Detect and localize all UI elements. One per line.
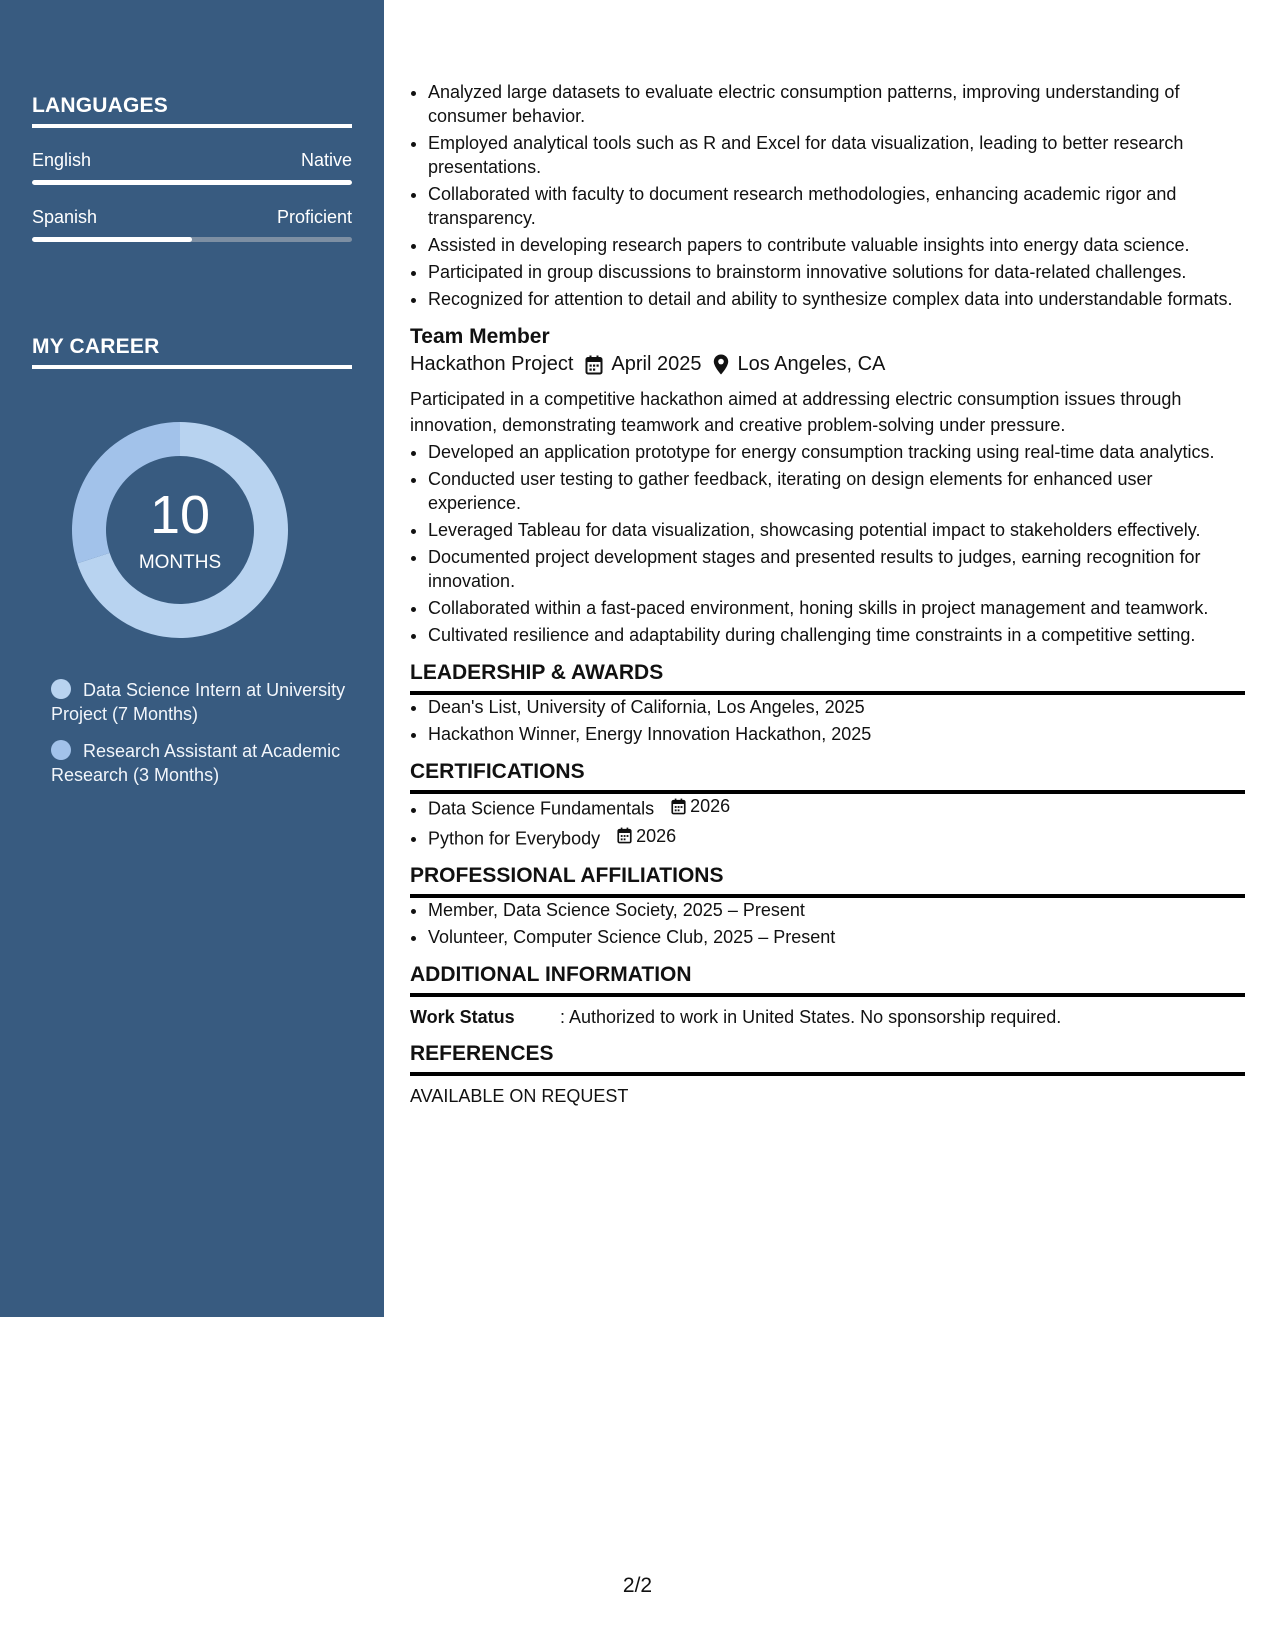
career-legend-label: Data Science Intern at University Project (7 Months) bbox=[51, 680, 346, 724]
career-section bbox=[32, 335, 352, 369]
job-meta bbox=[410, 353, 1245, 376]
certifications-heading: CERTIFICATIONS bbox=[410, 760, 1245, 794]
work-status-label: Work Status bbox=[410, 1007, 515, 1027]
leadership-list bbox=[410, 695, 1245, 746]
languages-section bbox=[32, 94, 352, 242]
list-item: • Hackathon Winner, Energy Innovation Hackathon, 2025 bbox=[428, 722, 1245, 746]
references-section bbox=[410, 1042, 1245, 1107]
leadership-heading: LEADERSHIP & AWARDS bbox=[410, 661, 1245, 695]
language-item bbox=[32, 150, 352, 185]
job-organization: Hackathon Project bbox=[410, 353, 574, 375]
donut-center bbox=[66, 416, 294, 644]
career-legend-item bbox=[51, 678, 351, 726]
experience-bullets bbox=[410, 80, 1245, 311]
additional-info-section bbox=[410, 963, 1245, 1028]
list-item: • Volunteer, Computer Science Club, 2025 – Present bbox=[428, 925, 1245, 949]
affiliations-heading: PROFESSIONAL AFFILIATIONS bbox=[410, 864, 1245, 898]
language-bar-fill bbox=[32, 237, 192, 242]
list-item: • Leveraged Tableau for data visualization, showcasing potential impact to stakeholders effectively. bbox=[428, 518, 1245, 542]
language-bar bbox=[32, 237, 352, 242]
sidebar bbox=[0, 0, 384, 1317]
list-item: • Participated in group discussions to brainstorm innovative solutions for data-related challenges. bbox=[428, 260, 1245, 284]
list-item: • Developed an application prototype for energy consumption tracking using real-time data analytics. bbox=[428, 440, 1245, 464]
career-total-number: 10 bbox=[149, 485, 211, 545]
certification-name: Python for Everybody bbox=[428, 828, 601, 848]
job-bullets bbox=[410, 440, 1245, 647]
legend-dot-icon bbox=[51, 740, 71, 760]
calendar-icon bbox=[617, 827, 632, 844]
legend-dot-icon bbox=[51, 679, 71, 699]
career-legend-label: Research Assistant at Academic Research (3 Months) bbox=[51, 741, 341, 785]
career-heading: MY CAREER bbox=[32, 335, 352, 369]
language-name: English bbox=[32, 150, 92, 170]
job-title: Team Member bbox=[410, 325, 550, 348]
leadership-section bbox=[410, 661, 1245, 746]
language-bar-fill bbox=[32, 180, 352, 185]
career-legend bbox=[51, 678, 351, 800]
list-item bbox=[428, 794, 1245, 821]
work-status-value: : Authorized to work in United States. No sponsorship required. bbox=[560, 1007, 1062, 1027]
certifications-section bbox=[410, 760, 1245, 850]
location-pin-icon bbox=[713, 354, 729, 375]
list-item: • Collaborated with faculty to document research methodologies, enhancing academic rigor and transparency. bbox=[428, 182, 1245, 230]
list-item: • Dean's List, University of California, Los Angeles, 2025 bbox=[428, 695, 1245, 719]
list-item: • Cultivated resilience and adaptability during challenging time constraints in a competitive setting. bbox=[428, 623, 1245, 647]
references-text: AVAILABLE ON REQUEST bbox=[410, 1086, 629, 1106]
list-item: • Conducted user testing to gather feedback, iterating on design elements for enhanced user experience. bbox=[428, 467, 1245, 515]
list-item: • Recognized for attention to detail and ability to synthesize complex data into understandable formats. bbox=[428, 287, 1245, 311]
list-item: • Member, Data Science Society, 2025 – Present bbox=[428, 898, 1245, 922]
work-status-row bbox=[410, 1007, 1245, 1028]
additional-info-heading: ADDITIONAL INFORMATION bbox=[410, 963, 1245, 997]
calendar-icon bbox=[585, 355, 603, 375]
list-item: • Documented project development stages and presented results to judges, earning recognition for innovation. bbox=[428, 545, 1245, 593]
certifications-list bbox=[410, 794, 1245, 850]
list-item: • Employed analytical tools such as R and Excel for data visualization, leading to better research presentations. bbox=[428, 131, 1245, 179]
list-item: • Assisted in developing research papers to contribute valuable insights into energy data science. bbox=[428, 233, 1245, 257]
list-item bbox=[428, 824, 1245, 851]
references-heading: REFERENCES bbox=[410, 1042, 1245, 1076]
affiliations-section bbox=[410, 864, 1245, 949]
job-location: Los Angeles, CA bbox=[737, 353, 886, 375]
career-donut-chart bbox=[66, 416, 294, 644]
certification-year: 2026 bbox=[636, 825, 677, 846]
language-name: Spanish bbox=[32, 207, 98, 227]
career-legend-item bbox=[51, 739, 351, 787]
job-date: April 2025 bbox=[611, 353, 702, 375]
language-level: Native bbox=[300, 150, 352, 170]
page-number: 2/2 bbox=[622, 1574, 653, 1597]
affiliations-list bbox=[410, 898, 1245, 949]
language-level: Proficient bbox=[276, 207, 352, 227]
languages-heading: LANGUAGES bbox=[32, 94, 352, 128]
list-item: • Collaborated within a fast-paced environment, honing skills in project management and teamwork. bbox=[428, 596, 1245, 620]
job-summary: Participated in a competitive hackathon aimed at addressing electric consumption issues through innovation, demonstrating teamwork and creative problem-solving under pressure. bbox=[410, 389, 1182, 435]
list-item: • Analyzed large datasets to evaluate electric consumption patterns, improving understanding of consumer behavior. bbox=[428, 80, 1245, 128]
main-content bbox=[410, 80, 1245, 1107]
calendar-icon bbox=[671, 798, 686, 815]
language-bar bbox=[32, 180, 352, 185]
language-item bbox=[32, 207, 352, 242]
certification-name: Data Science Fundamentals bbox=[428, 798, 655, 819]
career-total-unit: MONTHS bbox=[138, 552, 222, 573]
certification-year: 2026 bbox=[690, 796, 731, 816]
